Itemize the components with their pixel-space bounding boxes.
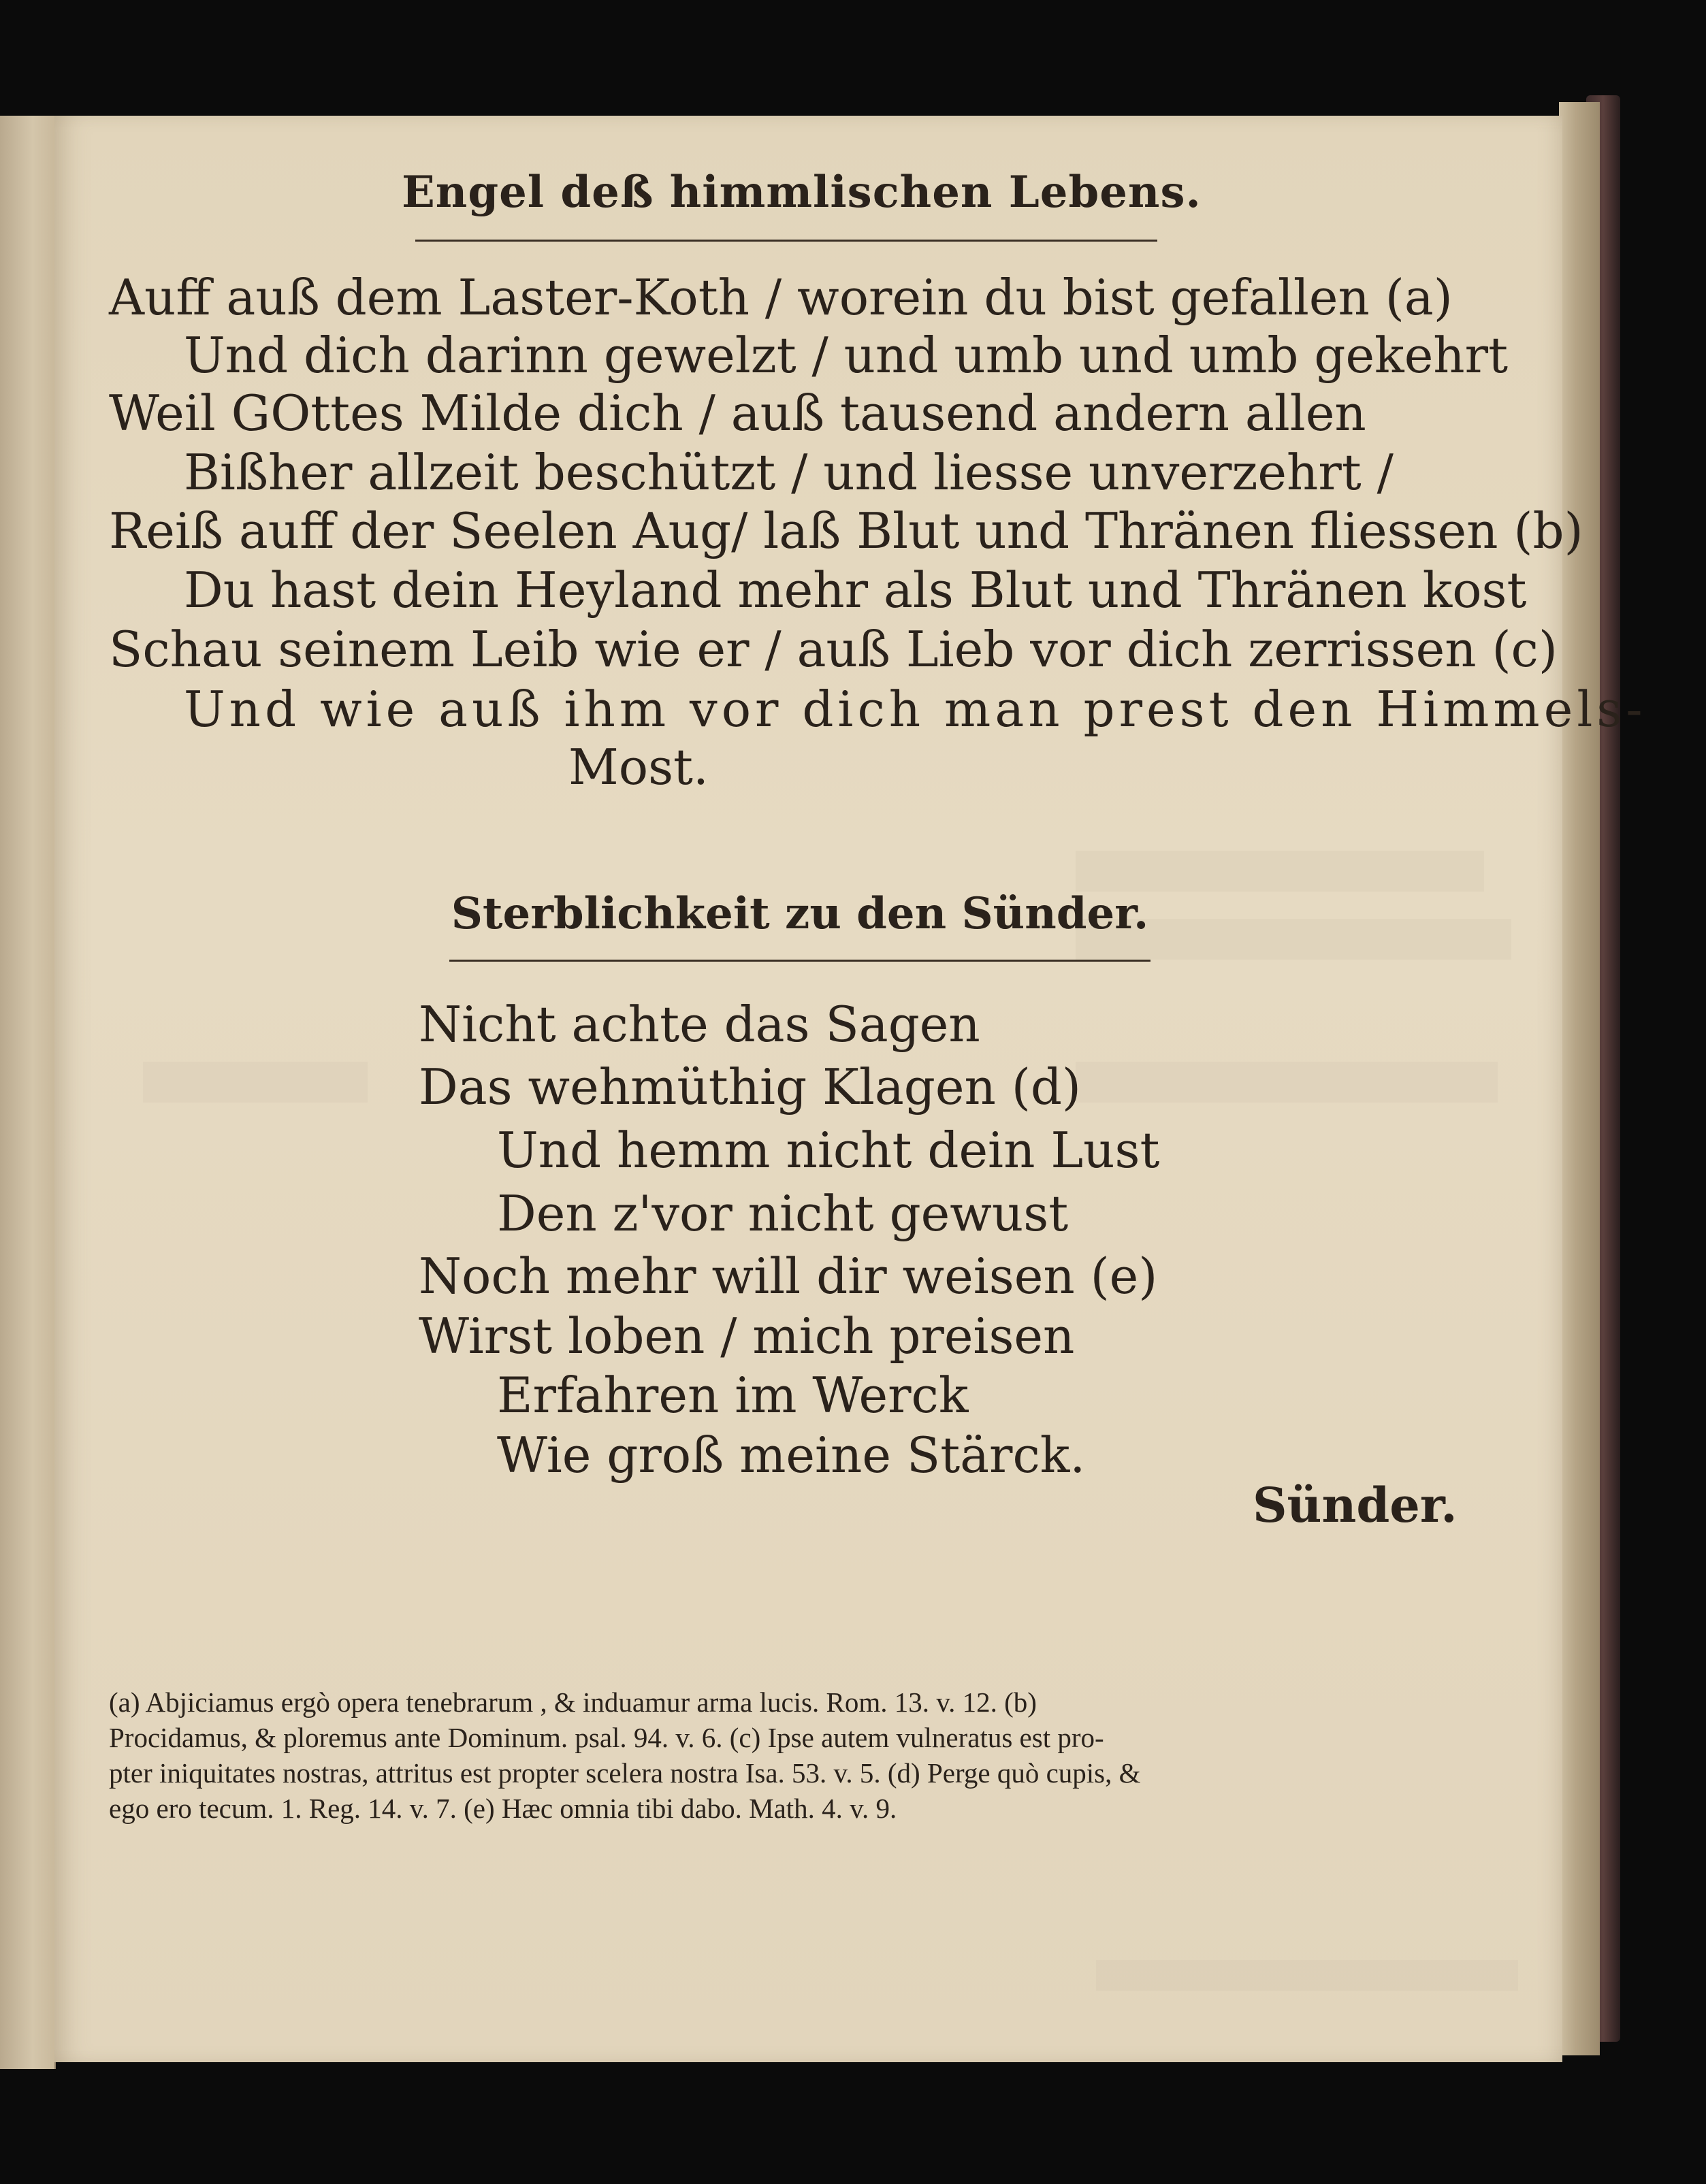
poem-line: Bißher allzeit beschützt / und liesse unverzehrt /	[184, 444, 1394, 501]
poem-line: Nicht achte das Sagen	[419, 996, 980, 1053]
catchword: Sünder.	[1253, 1477, 1458, 1533]
footnote-line: ego ero tecum. 1. Reg. 14. v. 7. (e) Hæc omnia tibi dabo. Math. 4. v. 9.	[109, 1793, 897, 1824]
poem-line: Das wehmüthig Klagen (d)	[419, 1058, 1082, 1115]
poem-line: Und wie auß ihm vor dich man prest den Himmels-	[184, 681, 1647, 738]
heading-rule	[415, 240, 1157, 242]
poem-line: Auff auß dem Laster-Koth / worein du bist gefallen (a)	[109, 269, 1453, 326]
section-heading: Sterblichkeit zu den Sünder.	[451, 888, 1149, 939]
poem-line: Most.	[568, 738, 709, 796]
poem-line: Und dich darinn gewelzt / und umb und umb gekehrt	[184, 327, 1509, 384]
poem-line: Noch mehr will dir weisen (e)	[419, 1248, 1158, 1305]
poem-line: Erfahren im Werck	[497, 1367, 969, 1424]
poem-line: Wie groß meine Stärck.	[497, 1427, 1086, 1484]
footnote-line: (a) Abjiciamus ergò opera tenebrarum , & induamur arma lucis. Rom. 13. v. 12. (b)	[109, 1686, 1037, 1718]
footnote-line: pter iniquitates nostras, attritus est propter scelera nostra Isa. 53. v. 5. (d) Perge quò cupis, &	[109, 1757, 1141, 1789]
poem-line: Schau seinem Leib wie er / auß Lieb vor dich zerrissen (c)	[109, 621, 1558, 678]
show-through-smudge	[1096, 1960, 1518, 1991]
poem-line: Wirst loben / mich preisen	[419, 1307, 1075, 1365]
facing-page-edge	[0, 116, 56, 2069]
poem-line: Und hemm nicht dein Lust	[497, 1122, 1160, 1179]
poem-line: Reiß auff der Seelen Aug/ laß Blut und Thränen fliessen (b)	[109, 502, 1583, 559]
show-through-smudge	[1076, 1062, 1498, 1103]
poem-line: Weil GOttes Milde dich / auß tausend andern allen	[109, 385, 1366, 442]
section-heading: Engel deß himmlischen Lebens.	[402, 167, 1202, 218]
page-block-edge	[1559, 102, 1600, 2055]
poem-line: Den z'vor nicht gewust	[497, 1185, 1069, 1242]
show-through-smudge	[1076, 851, 1484, 892]
show-through-smudge	[143, 1062, 368, 1103]
heading-rule	[449, 960, 1150, 962]
poem-line: Du hast dein Heyland mehr als Blut und Thränen kost	[184, 561, 1527, 619]
footnote-line: Procidamus, & ploremus ante Dominum. psal. 94. v. 6. (c) Ipse autem vulneratus est pro-	[109, 1722, 1104, 1753]
footnotes	[109, 1684, 1470, 1826]
